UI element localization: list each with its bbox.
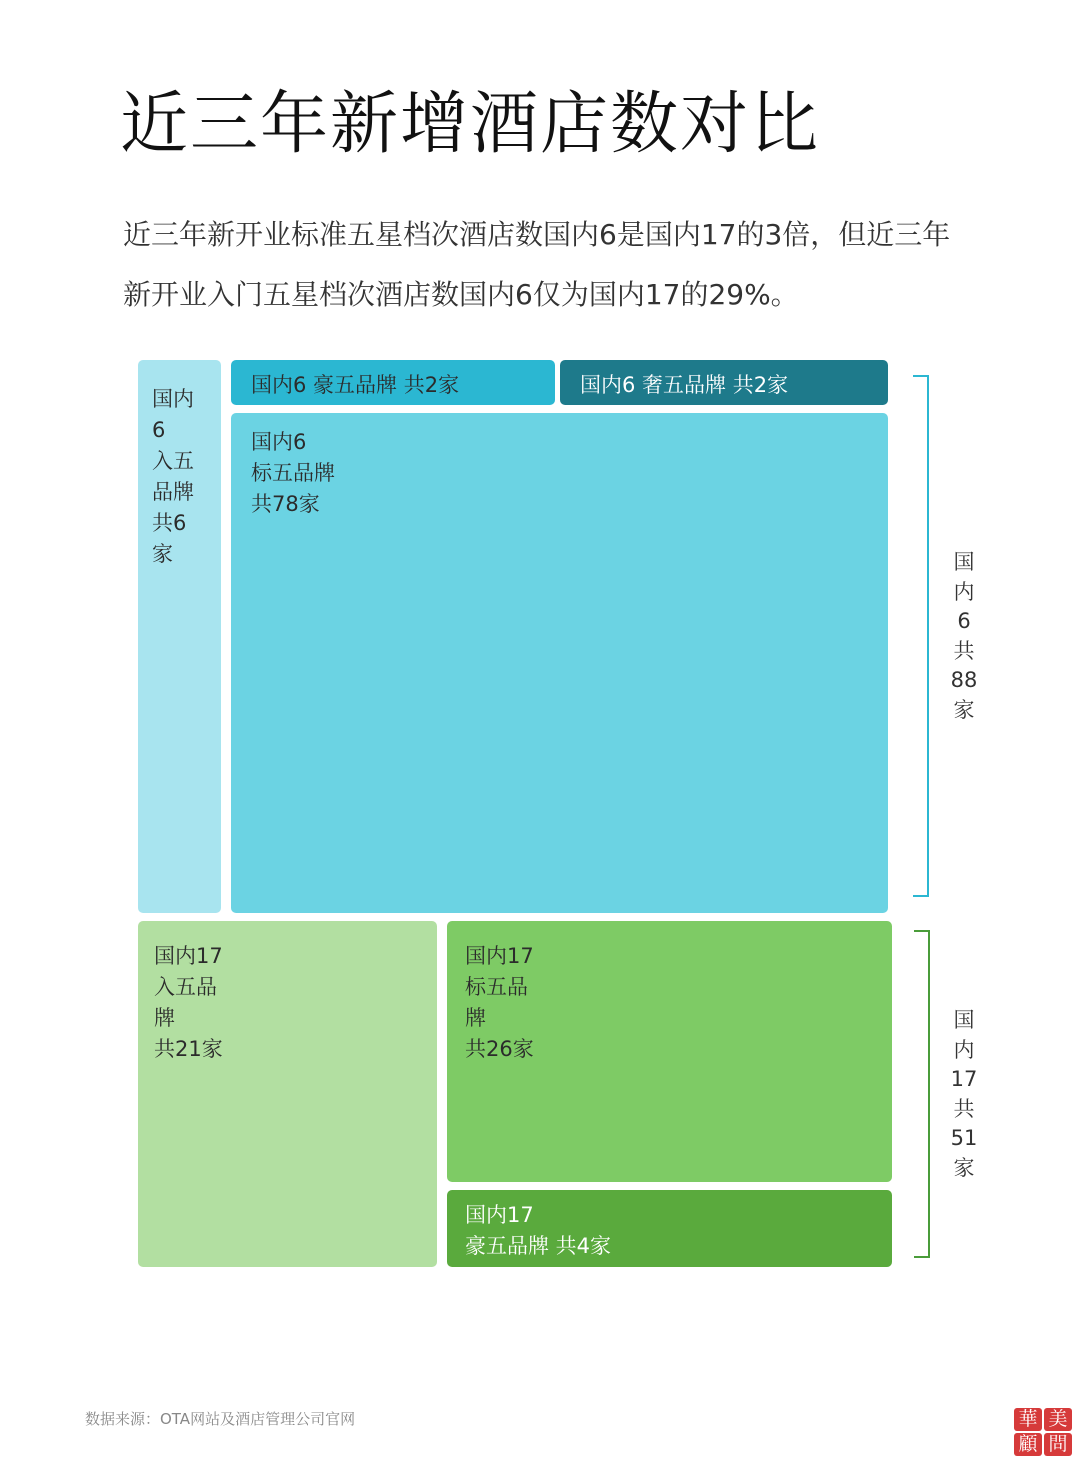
treemap-tile-label: 国内6 奢五品牌 共2家 [580, 373, 789, 397]
logo-char-1: 華 [1014, 1408, 1042, 1431]
treemap-tile-g6-0 [138, 360, 221, 913]
brand-logo [1014, 1408, 1072, 1456]
logo-char-4: 問 [1044, 1433, 1072, 1456]
page-subtitle [123, 205, 983, 325]
page-title: 近三年新增酒店数对比 [120, 85, 821, 164]
subtitle-line-2: 新开业入门五星档次酒店数国内6仅为国内17的29%。 [123, 278, 799, 311]
treemap-tile-g6-2 [560, 360, 888, 405]
group-total-label: 国 内 17 共 51 家 [950, 1008, 978, 1180]
subtitle-line-1: 近三年新开业标准五星档次酒店数国内6是国内17的3倍，但近三年 [123, 218, 951, 251]
treemap-tile-g6-1 [231, 360, 555, 405]
group-bracket [913, 375, 929, 897]
group-total-label: 国 内 6 共 88 家 [950, 550, 978, 722]
treemap-tile-g6-3 [231, 413, 888, 913]
treemap-tile-label: 国内6 豪五品牌 共2家 [251, 373, 460, 397]
data-source-note: 数据来源：OTA网站及酒店管理公司官网 [85, 1410, 356, 1428]
treemap-tile-label: 国内17 豪五品牌 共4家 [465, 1203, 612, 1258]
logo-char-3: 顧 [1014, 1433, 1042, 1456]
treemap-tile-label: 国内17 标五品 牌 共26家 [465, 944, 534, 1061]
treemap-tile-g17-2 [447, 1190, 892, 1267]
treemap-tile-label: 国内17 入五品 牌 共21家 [154, 944, 223, 1061]
treemap-tile-label: 国内6 入五 品牌 共6家 [152, 387, 194, 566]
group-bracket [914, 930, 930, 1258]
treemap-tile-label: 国内6 标五品牌 共78家 [251, 430, 335, 516]
treemap-tile-g17-1 [447, 921, 892, 1182]
treemap-tile-g17-0 [138, 921, 437, 1267]
logo-char-2: 美 [1044, 1408, 1072, 1431]
